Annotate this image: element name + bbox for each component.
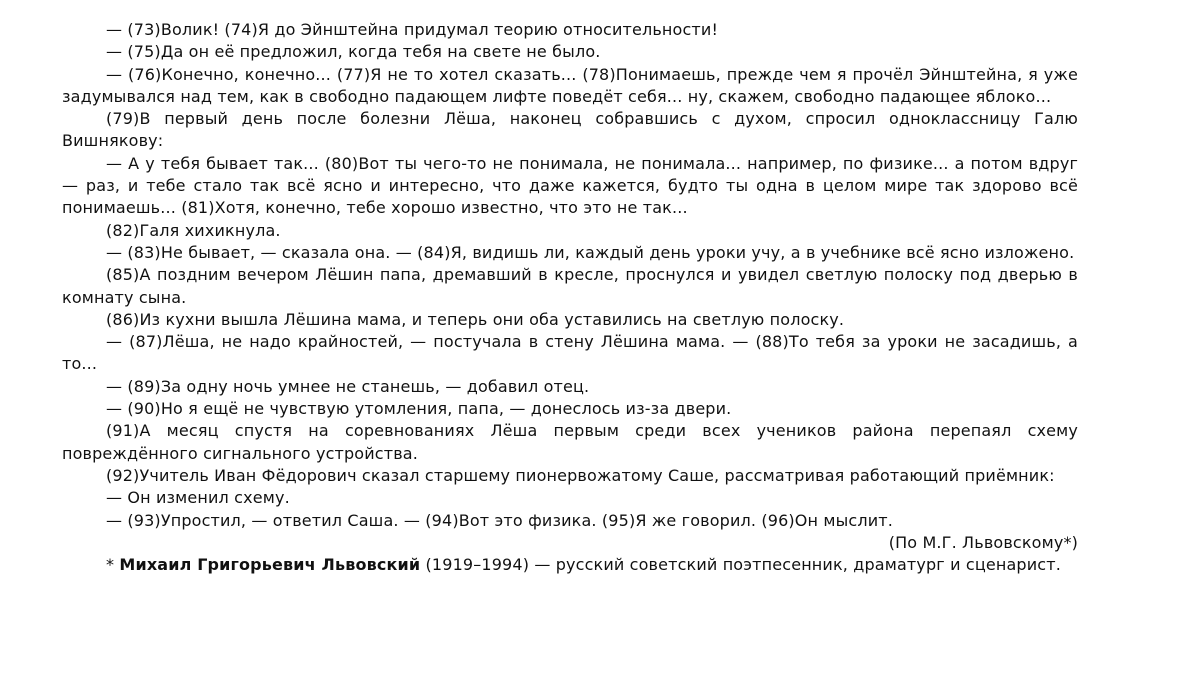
paragraph: — (83)Не бывает, — сказала она. — (84)Я, видишь ли, каждый день уроки учу, а в учебнике всё ясно изложено.	[106, 242, 1075, 262]
paragraph: — (93)Упростил, — ответил Саша. — (94)Вот это физика. (95)Я же говорил. (96)Он мыслит.	[106, 510, 893, 530]
paragraph: (79)В первый день после болезни Лёша, наконец собравшись с духом, спросил одноклассницу Галю Вишнякову:	[62, 109, 1078, 151]
paragraph: — Он изменил схему.	[106, 488, 290, 508]
paragraph: — (76)Конечно, конечно... (77)Я не то хотел сказать... (78)Понимаешь, прежде чем я прочёл Эйнштейна, я уже задумывался над тем, как в свободно падающем лифте поведёт себя... ну, скажем, свободно падающее яблоко...	[62, 64, 1078, 106]
paragraph: — (75)Да он её предложил, когда тебя на свете не было.	[106, 42, 601, 62]
footnote-author-name: Михаил Григорьевич Львовский	[119, 555, 421, 575]
story-paragraphs	[62, 19, 1078, 532]
paragraph: — (90)Но я ещё не чувствую утомления, папа, — донеслось из-за двери.	[106, 399, 732, 419]
footnote-marker: *	[106, 555, 120, 575]
footnote-text: (1919–1994) — русский советский поэтпесенник, драматург и сценарист.	[420, 555, 1061, 575]
paragraph: (91)А месяц спустя на соревнованиях Лёша первым среди всех учеников района перепаял схему повреждённого сигнального устройства.	[62, 421, 1078, 463]
paragraph: (92)Учитель Иван Фёдорович сказал старшему пионервожатому Саше, рассматривая работающий приёмник:	[106, 465, 1055, 485]
paragraph: (82)Галя хихикнула.	[106, 220, 281, 240]
document-text	[62, 19, 1078, 576]
paragraph: — А у тебя бывает так... (80)Вот ты чего-то не понимала, не понимала... например, по физике... а потом вдруг — раз, и тебе стало так всё ясно и интересно, что даже кажется, будто ты одна в целом мире так здорово всё понимаешь... (81)Хотя, конечно, тебе хорошо известно, что это не так...	[62, 153, 1078, 218]
source-attribution: (По М.Г. Львовскому*)	[888, 532, 1078, 552]
paragraph: — (89)За одну ночь умнее не станешь, — добавил отец.	[106, 376, 590, 396]
footnote	[62, 554, 1078, 576]
paragraph: (86)Из кухни вышла Лёшина мама, и теперь они оба уставились на светлую полоску.	[106, 309, 845, 329]
paragraph: (85)А поздним вечером Лёшин папа, дремавший в кресле, проснулся и увидел светлую полоску под дверью в комнату сына.	[62, 265, 1078, 307]
paragraph: — (87)Лёша, не надо крайностей, — постучала в стену Лёшина мама. — (88)То тебя за уроки не засадишь, а то...	[62, 332, 1078, 374]
paragraph: — (73)Волик! (74)Я до Эйнштейна придумал теорию относительности!	[106, 20, 719, 39]
